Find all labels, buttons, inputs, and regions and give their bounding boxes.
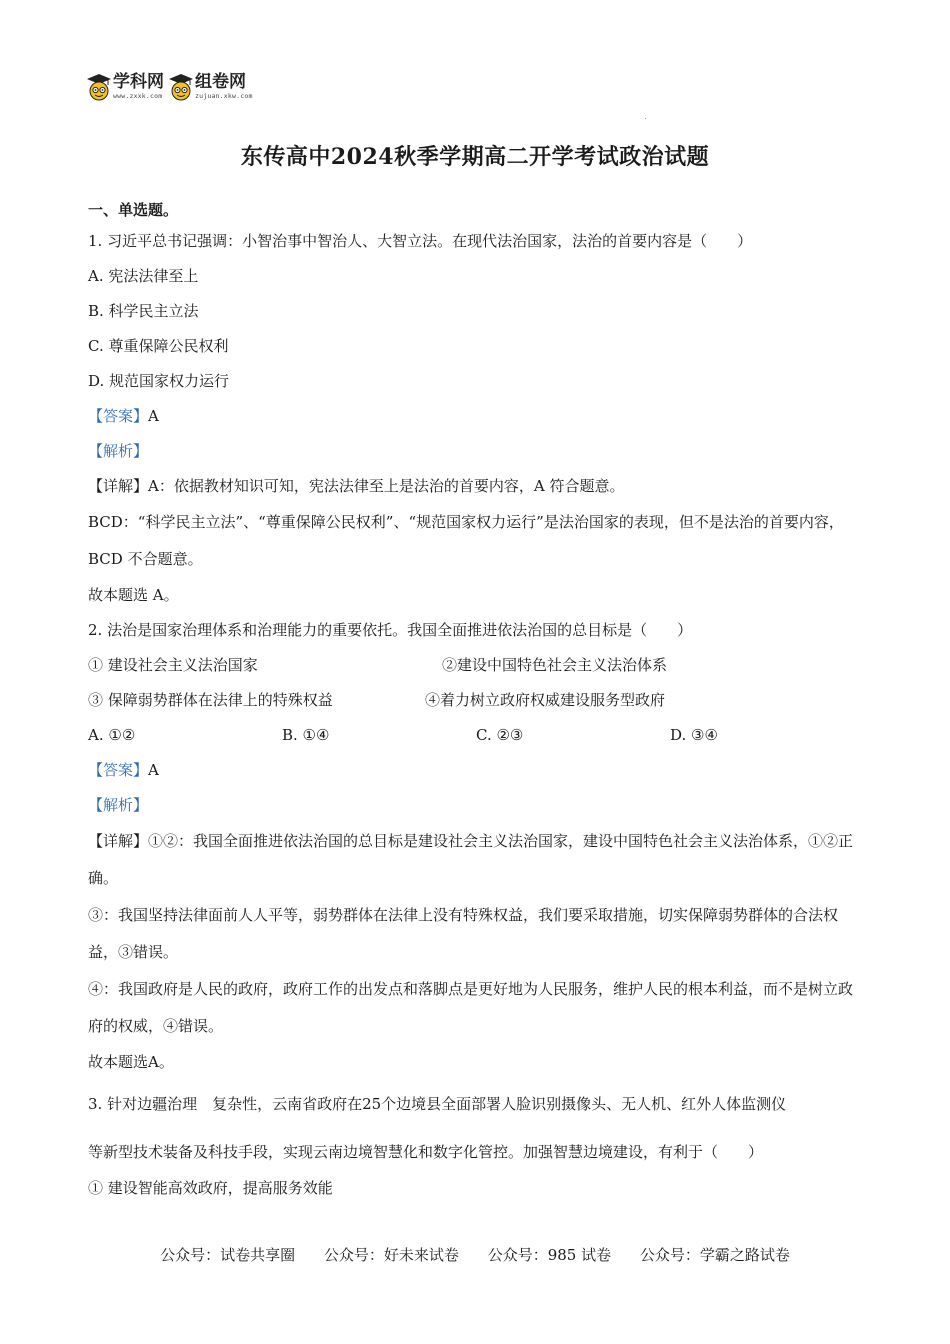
option-a: A. ①② bbox=[88, 726, 136, 744]
analysis-tag: 【解析】 bbox=[88, 442, 149, 460]
answer-value: A bbox=[148, 407, 159, 425]
detail-paragraph: BCD：“科学民主立法”、“尊重保障公民权利”、“规范国家权力运行”是法治国家的表现，但不是法治的首要内容，BCD 不合题意。 bbox=[88, 513, 844, 568]
answer-line bbox=[88, 399, 866, 434]
speck bbox=[645, 118, 646, 119]
section-heading: 一、单选题。 bbox=[88, 201, 179, 219]
answer-value: A bbox=[148, 761, 159, 779]
detail-text: A：依据教材知识可知，宪法法律至上是法治的首要内容，A 符合题意。 bbox=[148, 477, 625, 495]
item-row bbox=[88, 648, 866, 683]
logo bbox=[86, 72, 257, 102]
item-row bbox=[88, 683, 866, 718]
question-stem: 2. 法治是国家治理体系和治理能力的重要依托。我国全面推进依法治国的总目标是（ ） bbox=[88, 621, 693, 639]
conclusion: 故本题选 A。 bbox=[88, 586, 179, 604]
question-stem-line-1: 3. 针对边疆治理 复杂性，云南省政府在25个边境县全面部署人脸识别摄像头、无人机、红外人体监测仪 bbox=[88, 1095, 787, 1113]
item-2: ②建设中国特色社会主义法治体系 bbox=[442, 656, 668, 674]
item-1: ① 建设智能高效政府，提高服务效能 bbox=[88, 1179, 333, 1197]
question-stem: 1. 习近平总书记强调：小智治事中智治人、大智立法。在现代法治国家，法治的首要内容是（ ） bbox=[88, 232, 753, 250]
answer-tag: 【答案】 bbox=[88, 761, 149, 779]
item-4: ④着力树立政府权威建设服务型政府 bbox=[425, 691, 666, 709]
option-b: B. 科学民主立法 bbox=[88, 302, 199, 320]
document-body bbox=[88, 196, 866, 1080]
option-b: B. ①④ bbox=[282, 726, 330, 744]
option-row bbox=[88, 718, 866, 753]
mascot-icon bbox=[86, 72, 112, 102]
detail-paragraph: ④：我国政府是人民的政府，政府工作的出发点和落脚点是更好地为人民服务，维护人民的根本利益，而不是树立政府的权威，④错误。 bbox=[88, 980, 854, 1035]
answer-line bbox=[88, 753, 866, 788]
answer-tag: 【答案】 bbox=[88, 407, 149, 425]
footer-account: 公众号：好未来试卷 bbox=[323, 1246, 459, 1264]
option-d: D. ③④ bbox=[670, 726, 718, 744]
question-3 bbox=[88, 1086, 866, 1206]
question-2 bbox=[88, 613, 866, 1080]
brand-url-zujuan: zujuan.xkw.com bbox=[195, 92, 253, 100]
brand-name-zujuan: 组卷网 bbox=[195, 72, 246, 92]
detail-line bbox=[88, 469, 866, 504]
detail-text: ①②：我国全面推进依法治国的总目标是建设社会主义法治国家，建设中国特色社会主义法治体系，①②正确。 bbox=[88, 832, 854, 887]
footer-account: 公众号：试卷共享圈 bbox=[160, 1246, 296, 1264]
detail-tag: 【详解】 bbox=[88, 477, 149, 495]
page-title: 东传高中2024秋季学期高二开学考试政治试题 bbox=[240, 144, 710, 170]
analysis-tag: 【解析】 bbox=[88, 796, 149, 814]
question-stem-line-2: 等新型技术装备及科技手段，实现云南边境智慧化和数字化管控。加强智慧边境建设，有利于（ ） bbox=[88, 1143, 764, 1161]
footer-account: 公众号：985 试卷 bbox=[487, 1246, 612, 1264]
option-a: A. 宪法法律至上 bbox=[88, 267, 199, 285]
brand-url-zxxk: www.zxxk.com bbox=[113, 92, 163, 100]
option-d: D. 规范国家权力运行 bbox=[88, 372, 230, 390]
brand-name-zxxk: 学科网 bbox=[113, 72, 164, 92]
question-1 bbox=[88, 224, 866, 613]
conclusion: 故本题选A。 bbox=[88, 1053, 174, 1071]
detail-paragraph bbox=[88, 823, 866, 897]
detail-paragraph: ③：我国坚持法律面前人人平等，弱势群体在法律上没有特殊权益，我们要采取措施，切实保障弱势群体的合法权益，③错误。 bbox=[88, 906, 839, 961]
footer bbox=[0, 1240, 950, 1270]
item-1: ① 建设社会主义法治国家 bbox=[88, 656, 258, 674]
mascot-icon bbox=[168, 72, 194, 102]
option-c: C. 尊重保障公民权利 bbox=[88, 337, 229, 355]
zxxk-logo bbox=[86, 72, 164, 102]
item-3: ③ 保障弱势群体在法律上的特殊权益 bbox=[88, 691, 333, 709]
zujuan-logo bbox=[168, 72, 253, 102]
footer-account: 公众号：学霸之路试卷 bbox=[639, 1246, 790, 1264]
detail-tag: 【详解】 bbox=[88, 832, 149, 850]
option-c: C. ②③ bbox=[476, 726, 524, 744]
